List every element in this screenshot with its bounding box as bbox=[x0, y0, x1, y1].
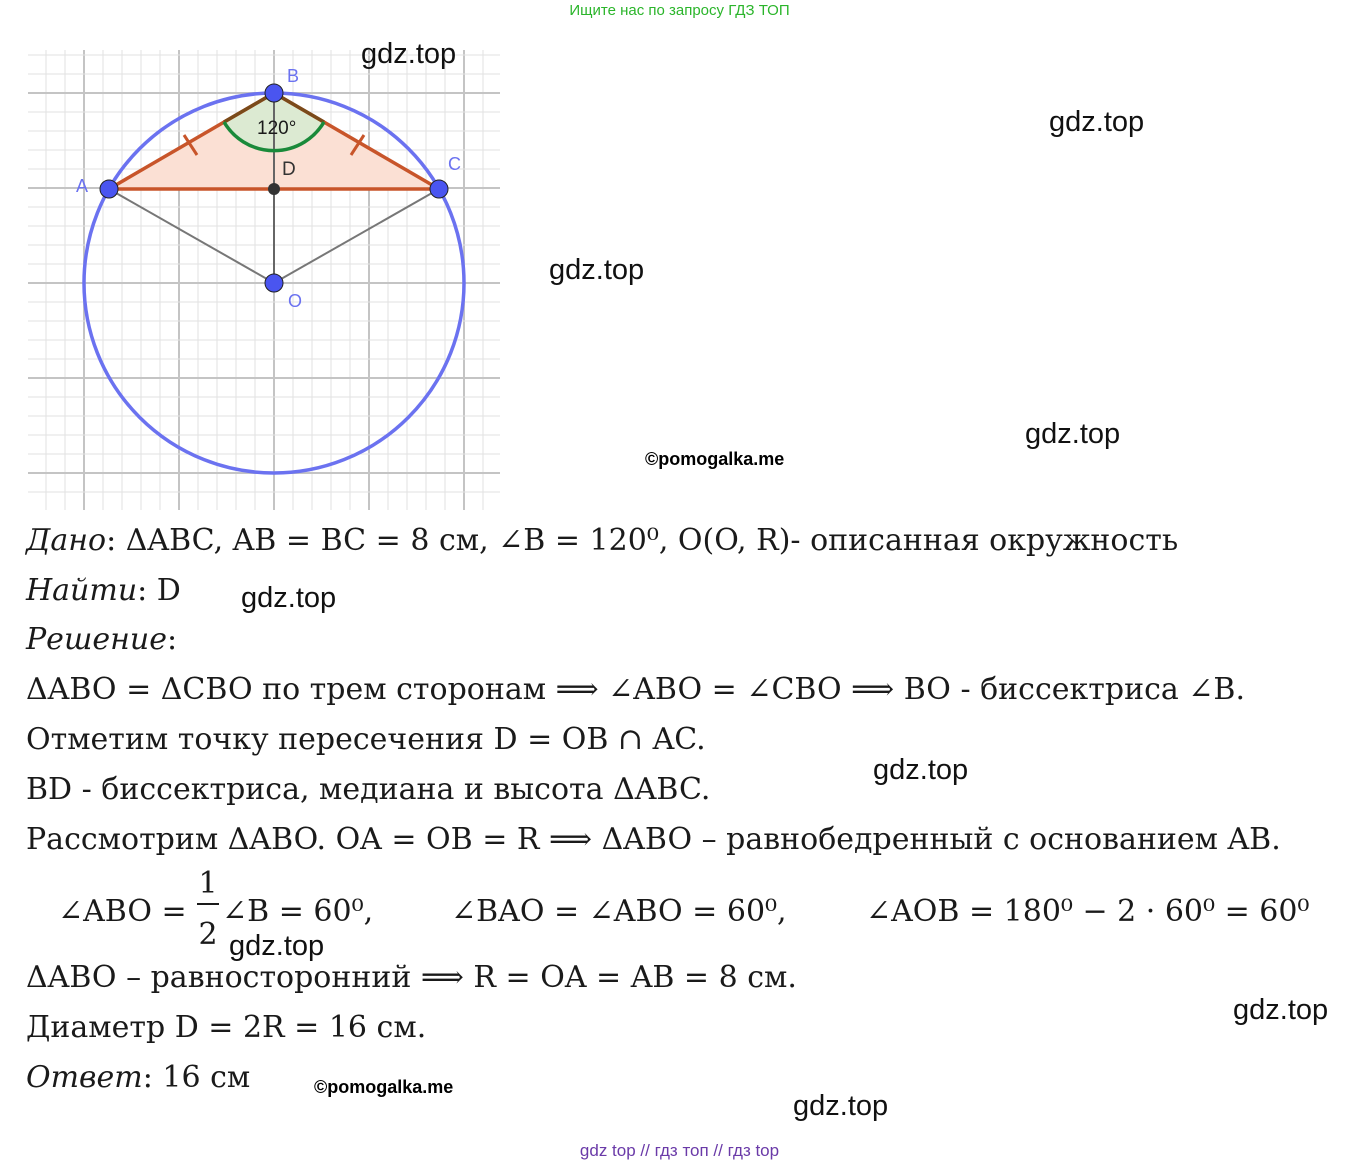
formula-2: ∠BAO = ∠ABO = 60⁰, bbox=[451, 894, 787, 929]
top-banner: Ищите нас по запросу ГДЗ ТОП bbox=[569, 2, 790, 19]
point-c bbox=[430, 180, 448, 198]
find-text: : D bbox=[137, 573, 181, 608]
label-d: D bbox=[282, 159, 296, 180]
point-b bbox=[265, 84, 283, 102]
given-text: : ΔABC, AB = BC = 8 см, ∠B = 120⁰, O(O, R)- описанная окружность bbox=[106, 523, 1179, 558]
given-label: Дано bbox=[26, 523, 107, 558]
geometry-figure bbox=[0, 40, 520, 515]
answer-text: : 16 см bbox=[142, 1060, 251, 1095]
label-c: C bbox=[448, 154, 461, 174]
formula-1-right: ∠B = 60⁰, bbox=[222, 894, 374, 929]
formula-3: ∠AOB = 180⁰ − 2 · 60⁰ = 60⁰ bbox=[866, 894, 1310, 929]
answer-line bbox=[26, 1060, 250, 1095]
solution-step-2: Отметим точку пересечения D = OB ∩ AC. bbox=[26, 722, 706, 757]
watermark: gdz.top bbox=[1025, 418, 1121, 450]
angle-label: 120° bbox=[257, 118, 297, 139]
watermark: gdz.top bbox=[229, 930, 325, 962]
point-a bbox=[100, 180, 118, 198]
watermark: gdz.top bbox=[873, 754, 969, 786]
point-o bbox=[265, 274, 283, 292]
solution-step-6: Диаметр D = 2R = 16 см. bbox=[26, 1010, 427, 1045]
watermark: gdz.top bbox=[1049, 106, 1145, 138]
label-a: A bbox=[76, 176, 89, 196]
find-label: Найти bbox=[26, 573, 138, 608]
watermark: gdz.top bbox=[549, 254, 645, 286]
watermark: gdz.top bbox=[241, 582, 337, 614]
solution-step-5: ΔABO – равносторонний ⟹ R = OA = AB = 8 см. bbox=[26, 960, 797, 995]
watermark: gdz.top bbox=[361, 38, 457, 70]
solution-heading bbox=[26, 622, 177, 657]
label-b: B bbox=[287, 66, 300, 86]
solution-step-4: Рассмотрим ΔABO. OA = OB = R ⟹ ΔABO – равнобедренный с основанием AB. bbox=[26, 822, 1281, 857]
solution-step-1: ΔABO = ΔCBO по трем сторонам ⟹ ∠ABO = ∠CBO ⟹ BO - биссектриса ∠B. bbox=[26, 672, 1246, 707]
copyright: ©pomogalka.me bbox=[645, 449, 785, 469]
point-d bbox=[268, 183, 280, 195]
watermark: gdz.top bbox=[1233, 994, 1329, 1026]
formula-1-denominator: 2 bbox=[198, 917, 218, 952]
answer-label: Ответ bbox=[26, 1060, 143, 1095]
solution-label: Решение bbox=[26, 622, 167, 657]
formula-1-numerator: 1 bbox=[198, 866, 218, 901]
find-line bbox=[26, 573, 181, 608]
watermark: gdz.top bbox=[793, 1090, 889, 1122]
fraction-bar bbox=[197, 903, 219, 905]
label-o: O bbox=[288, 291, 303, 311]
formula-1-left: ∠ABO = bbox=[58, 894, 187, 929]
solution-colon: : bbox=[166, 622, 178, 657]
copyright: ©pomogalka.me bbox=[314, 1077, 454, 1097]
footer-links: gdz top // гдз топ // гдз top bbox=[579, 1141, 780, 1160]
solution-step-3: BD - биссектриса, медиана и высота ΔABC. bbox=[26, 772, 711, 807]
segment-co bbox=[274, 189, 439, 283]
given-line bbox=[26, 523, 1178, 558]
segment-ao bbox=[109, 189, 274, 283]
